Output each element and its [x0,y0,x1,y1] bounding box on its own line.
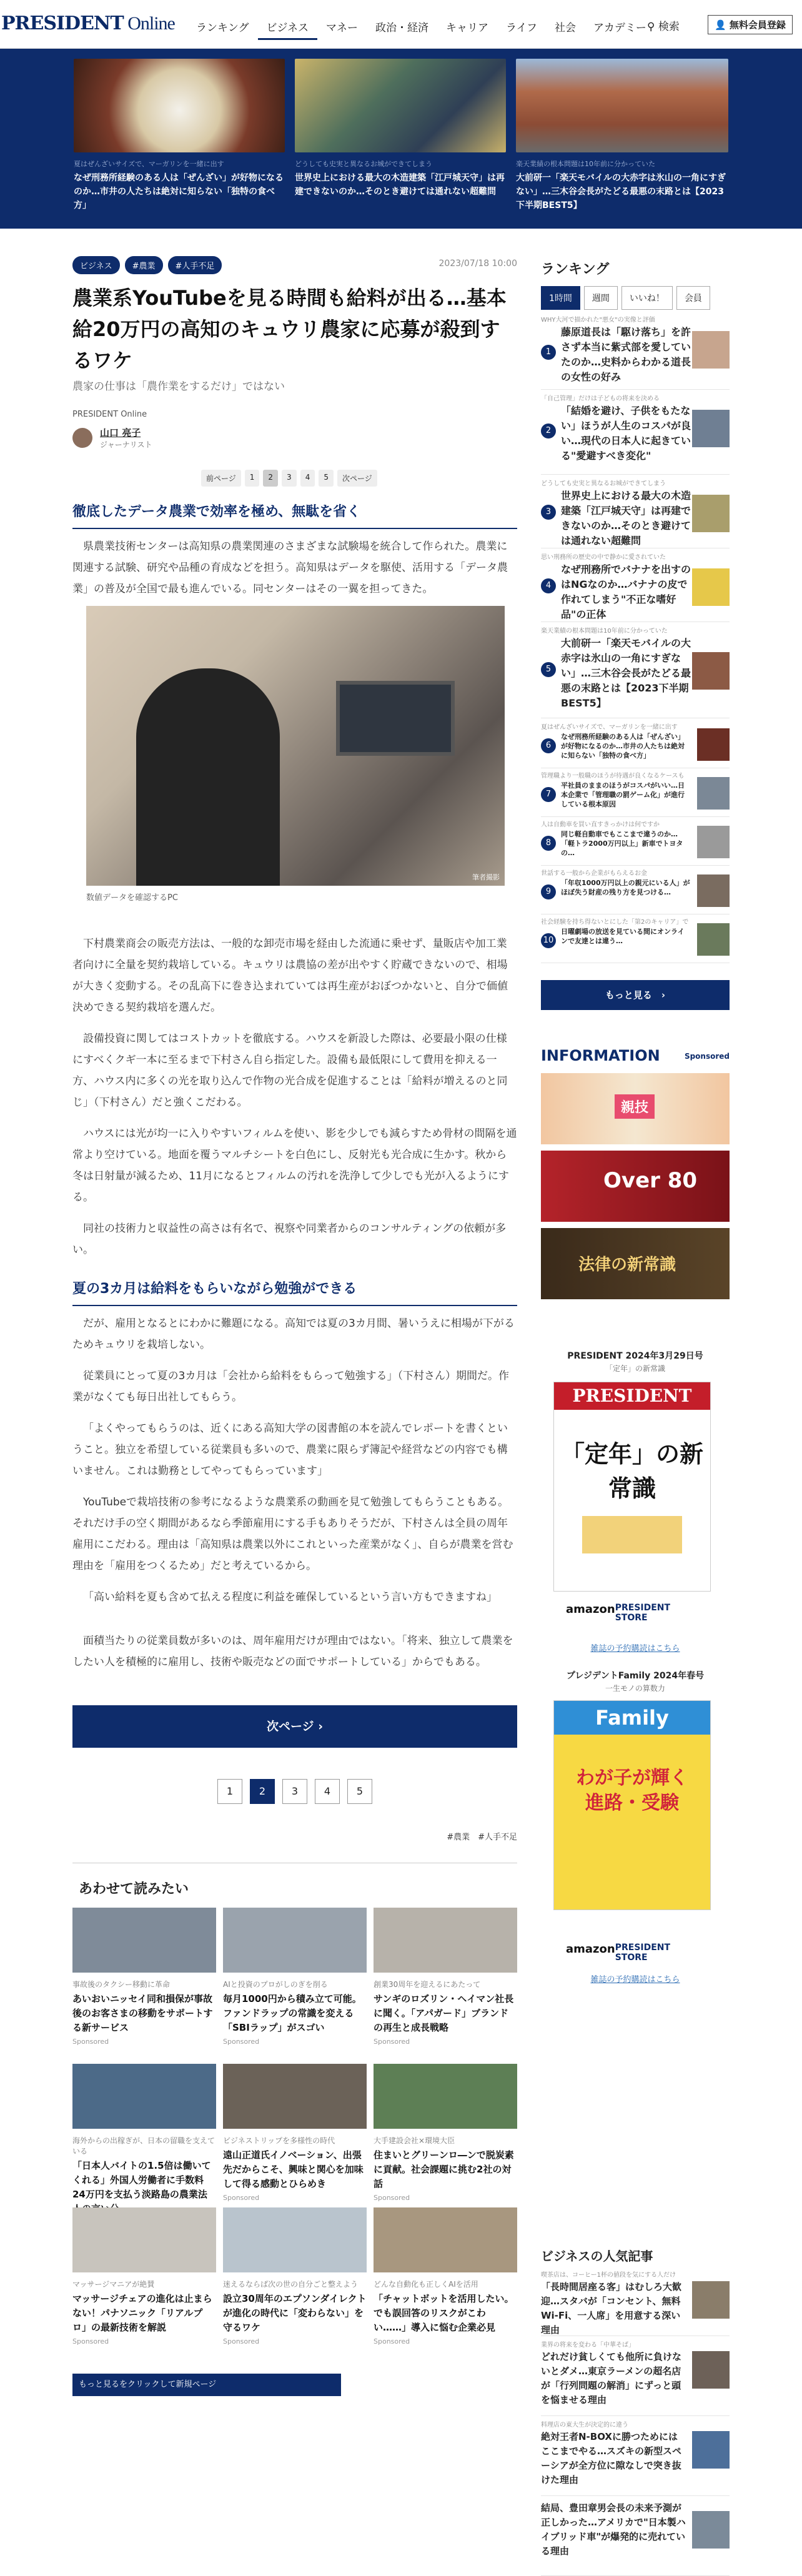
nav-career[interactable]: キャリア [446,22,488,34]
nav-politics[interactable]: 政治・経済 [375,22,428,34]
ranking-title: 世界史上における最大の木造建築「江戸城天守」は再建できないのか…そのとき避けては通れない超難問 [561,490,691,547]
page-link[interactable]: 1 [217,1779,242,1804]
paragraph: ハウスには光が均一に入りやすいフィルムを使い、影を少しでも減らすため骨材の間隔を通常より空けている。地面を覆うマルチシートを白色にし、反射光も光合成に生かす。秋から冬は日射量が減るため、11月になるとフィルムの汚れを洗浄して少しでも光が入るようにする。 [72,1127,517,1204]
global-nav [187,19,655,40]
featured-image [74,59,285,152]
card-kicker: 迷えるならば次の世の自分ごと整えよう [223,2280,359,2289]
avatar [72,428,92,448]
business-kicker: 料理店の東大生が決定的に違う [541,2422,628,2429]
article-title: 農業系YouTubeを見る時間も給料が出る…基本給20万円の高知のキュウリ農家に応募が殺到するワケ [72,286,507,372]
card-kicker: AIと投資のプロがしのぎを削る [223,1980,328,1989]
ranking-item[interactable] [541,821,730,866]
paragraph: 設備投資に関してはコストカットを徹底する。ハウスを新設した際は、必要最小限の仕様にすべくクギ一本に至るまで下村さん自ら指定した。設備も最低限にして費用を抑える一方、ハウス内に多くの光を取り込んで作物の光合成を促進することは「給料が増えるのと同じ」（下村さん）だと強くこだわる。 [72,1033,508,1109]
sponsored-label: Sponsored [374,2038,410,2046]
card-image [72,1908,216,1973]
ranking-thumb [692,652,730,690]
sponsored-label: Sponsored [223,2337,260,2346]
ranking-thumb [692,495,730,532]
ranking-item[interactable] [541,553,730,622]
rank-number: 5 [541,662,556,677]
ranking-tabs [541,286,710,310]
ranking-item[interactable] [541,918,730,963]
pager [217,1779,372,1804]
author-role: ジャーナリスト [100,440,152,449]
featured-card[interactable] [74,59,285,212]
business-item[interactable] [541,2421,730,2496]
business-item[interactable] [541,2501,730,2576]
card-kicker: 海外からの出稼ぎが、日本の留職を支えている [72,2136,215,2156]
business-title: 結局、豊田章男会長の未来予測が正しかった…アメリカで"日本製ハイブリッド車"が爆発的に売れている理由 [541,2502,686,2557]
person-shape [136,668,280,886]
ranking-thumb [692,331,730,369]
business-title: 絶対王者N-BOXに勝つためにはここまでやる…スズキの新型スペーシアが全方位に隙なしで突き抜けた理由 [541,2431,682,2485]
ranking-thumb [697,874,730,907]
ranking-title: 藤原道長は「駆け落ち」を許さず本当に紫式部を愛していたのか…史料からわかる道長の女性の好み [561,326,691,383]
also-card[interactable] [223,1908,367,2046]
featured-title: なぜ刑務所経験のある人は「ぜんざい」が好物になるのか…市井の人たちは絶対に知らない「独特の食べ方」 [74,173,284,211]
ranking-title: 同じ軽自動車でもここまで違うのか…「軽トラ2000万円以上」新車でトヨタの… [561,830,683,857]
ranking-thumb [697,923,730,956]
ranking-title: なぜ刑務所経験のある人は「ぜんざい」が好物になるのか…市井の人たちは絶対に知らない「独特の食べ方」 [561,733,685,760]
business-kicker: 喫茶店は、コーヒー1杯の値段を気にする人だけ [541,2272,676,2279]
magazine-masthead: PRESIDENT [554,1382,710,1410]
article-photo [86,606,505,886]
card-title: 「チャットボットを活用したい。でも誤回答のリスクがこわい……」導入に悩む企業必見 [374,2293,514,2333]
nav-business[interactable]: ビジネス [258,19,318,40]
business-thumb [692,2281,730,2319]
paragraph: 同社の技術力と収益性の高さは有名で、視察や同業者からのコンサルティングの依頼が多い。 [72,1222,507,1256]
ranking-title: 「結婚を避け、子供をもたない」ほうが人生のコスパが良い…現代の日本人に起きている"愛避すべき変化" [561,405,691,462]
featured-card[interactable] [516,59,728,212]
business-thumb [692,2431,730,2469]
info-ad-banner[interactable] [541,1151,730,1222]
business-item[interactable] [541,2341,730,2416]
magazine-subtitle: 一生モノの算数力 [605,1684,665,1693]
rank-number: 7 [541,787,556,802]
subscribe-link[interactable]: 雑誌の予約購読はこちら [590,1975,680,1984]
paragraph: 県農業技術センターは高知県の農業関連のさまざまな試験場を統合して作られた。農業に関連する試験、研究や品種の育成などを担う。高知県はデータを駆使、活用する「データ農業」の普及が全国で最も進んでいる。同センターはその一翼を担ってきた。 [72,540,508,595]
ranking-kicker: 世話する一般から企業がもらえるお金 [541,870,647,877]
tag-agriculture[interactable]: #農業 [125,256,163,274]
page-link[interactable]: 4 [315,1779,340,1804]
ranking-title: なぜ刑務所でバナナを出すのはNGなのか…バナナの皮で作れてしまう"不正な嗜好品"の正体 [561,563,691,620]
paragraph: 「よくやってもらうのは、近くにある高知大学の図書館の本を読んでレポートを書くということ。独立を希望している従業員も多いので、農業に限らず簿記や経営などの内容でも構いません。これは勤務としてやってもらっています」 [72,1422,508,1477]
ranking-item[interactable] [541,395,730,475]
ranking-title: 日曜劇場の放送を見ている間にオンラインで友達とは違う… [561,928,685,945]
card-image [374,2207,517,2272]
nav-life[interactable]: ライフ [506,22,537,34]
sponsored-label: Sponsored [223,2038,260,2046]
member-register-button[interactable]: 👤 無料会員登録 [708,15,793,34]
featured-kicker: 楽天業績の根本問題は10年前に分かっていた [516,160,655,168]
publisher: PRESIDENT Online [72,410,147,419]
magazine-date: プレジデントFamily 2024年春号 [566,1671,705,1681]
card-image [223,2207,367,2272]
nav-money[interactable]: マネー [326,22,358,34]
page-link-current[interactable]: 2 [263,470,278,487]
business-item[interactable] [541,2271,730,2336]
tab-members[interactable]: 会員 [676,286,710,310]
ranking-kicker: 管理職より一般職のほうが待遇が良くなるケースも [541,773,685,780]
ranking-title: 「年収1000万円以上の親元にいる人」がほぼ失う財産の残り方を見つける… [561,879,690,896]
card-title: マッサージチェアの進化は止まらない！パナソニック「リアルプロ」の最新技術を解説 [72,2293,212,2333]
featured-image [295,59,506,152]
ranking-thumb [697,826,730,858]
rank-number: 9 [541,884,556,899]
card-image [374,2064,517,2129]
buy-links [566,1603,705,1623]
section-heading: 徹底したデータ農業で効率を極め、無駄を省く [72,501,517,529]
featured-band [0,49,802,229]
ranking-item[interactable] [541,723,730,768]
card-title: サンギのロズリン・ヘイマン社長に聞く。「アパガード」ブランドの再生と成長戦略 [374,1993,514,2033]
sponsored-label: Sponsored [374,2337,410,2346]
site-logo[interactable]: PRESIDENT Online [1,12,175,34]
next-page-button[interactable]: 次ページ › [72,1705,517,1748]
ad-banner-text: Over 80 [603,1168,698,1193]
site-header [0,0,802,49]
ranking-thumb [697,777,730,810]
tab-likes[interactable]: いいね！ [621,286,673,310]
featured-kicker: 夏はぜんざいサイズで、マーガリンを一緒に出す [74,160,224,168]
ranking-kicker: どうしても史実と異なるお城ができてしまう [541,480,666,487]
also-card[interactable] [374,1908,517,2046]
sponsored-label: Sponsored [72,2038,109,2046]
rank-number: 1 [541,345,556,360]
subscribe-link[interactable]: 雑誌の予約購読はこちら [590,1644,680,1653]
sponsored-label: Sponsored [684,1052,730,1061]
rank-number: 10 [541,933,556,948]
tag-business[interactable]: ビジネス [72,256,120,274]
card-title: 「日本人バイトの1.5倍は働いてくれる」外国人労働者に手数料24万円を支払う淡路島の農業法 [72,2160,211,2200]
photo-caption: 数値データを確認するPC [86,893,178,903]
page-link[interactable]: 3 [282,470,297,487]
card-title: あいおいニッセイ同和損保が事故後のお客さまの移動をサポートする新サービス [72,1993,213,2033]
magazine-masthead: Family [554,1701,710,1735]
paragraph: だが、雇用となるとにわかに難題になる。高知では夏の3カ月間、暑いうえに相場が下がるためキュウリを栽培しない。 [72,1317,515,1351]
card-title: 住まいとグリーンロ―ンで脱炭素に貢献。社会課題に挑む2社の対話 [374,2149,514,2189]
magazine-subtitle: 「定年」の新常識 [605,1364,665,1373]
sticky-footer-bar[interactable]: もっと見るをクリックして新規ページ [72,2374,341,2396]
ranking-item[interactable] [541,869,730,914]
sponsored-label: Sponsored [374,2194,410,2202]
featured-card[interactable] [295,59,506,199]
ranking-kicker: WHY大河で描かれた"悪女"の実像と評価 [541,317,655,324]
business-kicker: 業界の将来を変わる「中華そば」 [541,2342,635,2349]
ranking-thumb [692,568,730,606]
pager-top [201,470,377,487]
also-read-heading: あわせて読みたい [72,1863,517,1898]
prev-page-link[interactable]: 前ページ [201,470,241,487]
featured-image [516,59,728,152]
ad-banner-text: 親技 [615,1094,655,1119]
rank-number: 6 [541,738,556,753]
business-popular-heading: ビジネスの人気記事 [541,2249,653,2264]
page-link[interactable]: 5 [319,470,334,487]
paragraph: 面積当たりの従業員数が多いのは、周年雇用だけが理由ではない。「将来、独立して農業をしたい人を積極的に雇用し、技術や販売などの面でサポートしている」からでもある。 [72,1635,513,1668]
card-image [223,1908,367,1973]
card-kicker: 大手建設会社×環境大臣 [374,2136,455,2145]
business-thumb [692,2511,730,2549]
article-date: 2023/07/18 10:00 [438,259,517,269]
next-page-link[interactable]: 次ページ [337,470,377,487]
rank-number: 8 [541,836,556,851]
rank-number: 4 [541,578,556,593]
ranking-more-button[interactable]: もっと見る › [541,980,730,1010]
featured-title: 大前研一「楽天モバイルの大赤字は氷山の一角にすぎない」…三木谷会長がたどる最悪の末路とは【2023下半期BEST5】 [516,173,726,211]
also-card[interactable] [223,2207,367,2346]
info-ad-banner[interactable] [541,1073,730,1144]
paragraph: 下村農業商会の販売方法は、一般的な卸売市場を経由した流通に乗せず、量販店や加工業者向けに全量を契約栽培している。キュウリは農協の差が出やすく貯蔵できないので、相場が大きく変動する。その乱高下に巻き込まれていては再生産がおぼつかないと、自分で価値決めできる契約栽培を選んだ。 [72,938,508,1014]
magazine-cover-title: 「定年」の新常識 [560,1440,703,1502]
card-kicker: どんな自動化も正しくAIを活用 [374,2280,478,2289]
photo-credit: 筆者撮影 [472,873,500,881]
card-kicker: 事故後のタクシー移動に革命 [72,1980,171,1989]
tab-weekly[interactable]: 週間 [584,286,618,310]
amazon-button[interactable]: amazon [566,1943,615,1956]
card-image [72,2064,216,2129]
ranking-thumb [692,410,730,447]
ranking-item[interactable] [541,772,730,817]
article-subtitle: 農家の仕事は「農作業をするだけ」ではない [72,380,285,393]
ranking-kicker: 「自己管理」だけは子どもの将来を決める [541,395,660,402]
cover-art [582,1516,682,1553]
information-heading: INFORMATION [541,1047,660,1064]
sponsored-label: Sponsored [223,2194,260,2202]
ranking-item[interactable] [541,480,730,548]
paragraph: YouTubeで栽培技術の参考になるような農業系の動画を見て勉強してもらうこともある。それだけ手の空く期間があるなら季節雇用にする手もありそうだが、下村さんは全員の周年雇用にこだわる。理由は「高知県は農業以外にこれといった産業がなく」、自らが農業を営む理由を「雇用をつくるため」だと考えているから。 [72,1496,513,1572]
page-link[interactable]: 1 [245,470,260,487]
section-heading: 夏の3カ月は給料をもらいながら勉強ができる [72,1278,517,1306]
also-card[interactable] [223,2064,367,2202]
also-card[interactable] [72,2064,216,2219]
page-link[interactable]: 3 [282,1779,307,1804]
page-link-current[interactable]: 2 [250,1779,275,1804]
ranking-item[interactable] [541,627,730,718]
tab-1hour[interactable]: 1時間 [541,286,580,310]
paragraph: 従業員にとって夏の3カ月は「会社から給料をもらって勉強する」（下村さん）期間だ。作業がなくても毎日出社してもらう。 [72,1370,509,1404]
page-link[interactable]: 4 [300,470,315,487]
business-thumb [692,2351,730,2389]
nav-society[interactable]: 社会 [554,22,576,34]
buy-links [566,1943,705,1963]
page-link[interactable]: 5 [347,1779,372,1804]
card-image [374,1908,517,1973]
paragraph: 「高い給料を夏も含めて払える程度に利益を確保しているという言い方もできますね」 [83,1591,497,1603]
article-tags [72,256,222,274]
business-title: 「長時間居座る客」はむしろ大歓迎…スタバが「コンセント、無料Wi-Fi、一人席」を用意する深い理由 [541,2281,682,2336]
magazine-cover[interactable] [553,1382,711,1592]
chevron-right-icon: › [651,989,666,1001]
card-title: 設立30周年のエプソンダイレクトが進化の時代に「変わらない」を守るワケ [223,2293,367,2333]
featured-kicker: どうしても史実と異なるお城ができてしまう [295,160,432,168]
author-block[interactable] [72,426,152,450]
rank-number: 3 [541,505,556,520]
ranking-kicker: 社会経験を持ち得ないとにした「第2のキャリア」で [541,919,689,926]
also-card[interactable] [374,2064,517,2202]
ranking-kicker: 楽天業績の根本問題は10年前に分かっていた [541,628,668,635]
also-card[interactable] [72,2207,216,2346]
ranking-title: 平社員のままのほうがコスパがいい…日本企業で「管理職の罰ゲーム化」が進行している根本原因 [561,781,685,808]
monitor-shape [336,681,455,756]
magazine-date: PRESIDENT 2024年3月29日号 [567,1351,703,1361]
also-card[interactable] [72,1908,216,2046]
search-button[interactable]: ⚲ 検索 [647,21,680,33]
sponsored-label: Sponsored [72,2337,109,2346]
ranking-kicker: 夏はぜんざいサイズで、マーガリンを一緒に出す [541,724,678,731]
magazine-cover[interactable] [553,1700,711,1910]
nav-academy[interactable]: アカデミー [593,22,646,34]
tag-labor-shortage[interactable]: #人手不足 [168,256,222,274]
ad-banner-text: 法律の新常識 [578,1256,676,1274]
ranking-title: 大前研一「楽天モバイルの大赤字は氷山の一角にすぎない」…三木谷会長がたどる最悪の末路とは【2023下半期BEST5】 [561,637,691,709]
card-title: 遠山正道氏イノベーション、出張先だからこそ、興味と関心を加味して得る感動とひらめき [223,2149,364,2189]
bottom-tags[interactable]: #農業 #人手不足 [447,1833,517,1842]
info-ad-banner[interactable] [541,1228,730,1299]
ranking-kicker: 思い刑務所の歴史の中で静かに愛されていた [541,554,666,561]
user-icon: 👤 [715,19,730,31]
rank-number: 2 [541,424,556,438]
ranking-kicker: 人は自動車を買い直すきっかけは何ですか [541,821,660,828]
search-icon: ⚲ [647,21,658,33]
nav-ranking[interactable]: ランキング [196,22,249,34]
ranking-item[interactable] [541,316,730,390]
featured-title: 世界史上における最大の木造建築「江戸城天守」は再建できないのか…そのとき避けては通れない超難問 [295,173,505,197]
also-card[interactable] [374,2207,517,2346]
card-kicker: ビジネストリップを多様性の時代 [223,2136,335,2145]
card-image [72,2207,216,2272]
card-kicker: マッサージマニアが絶賛 [72,2280,155,2289]
president-store-button[interactable]: PRESIDENT STORE [615,1943,671,1963]
card-kicker: 創業30周年を迎えるにあたって [374,1980,481,1989]
magazine-cover-title: わが子が輝く 進路・受験 [576,1767,688,1814]
president-store-button[interactable]: PRESIDENT STORE [615,1603,671,1623]
card-title: 毎月1000円から積み立て可能。ファンドラップの常識を変える「SBIラップ」がスゴい [223,1993,362,2033]
card-image [223,2064,367,2129]
business-title: どれだけ貧しくても他所に負けないとダメ…東京ラーメンの超名店が「行列問題の解消」にずっと頭を悩ませる理由 [541,2351,682,2405]
amazon-button[interactable]: amazon [566,1603,615,1616]
author-name[interactable]: 山口 亮子 [100,427,141,438]
ranking-thumb [697,728,730,761]
ranking-heading: ランキング [541,262,610,277]
